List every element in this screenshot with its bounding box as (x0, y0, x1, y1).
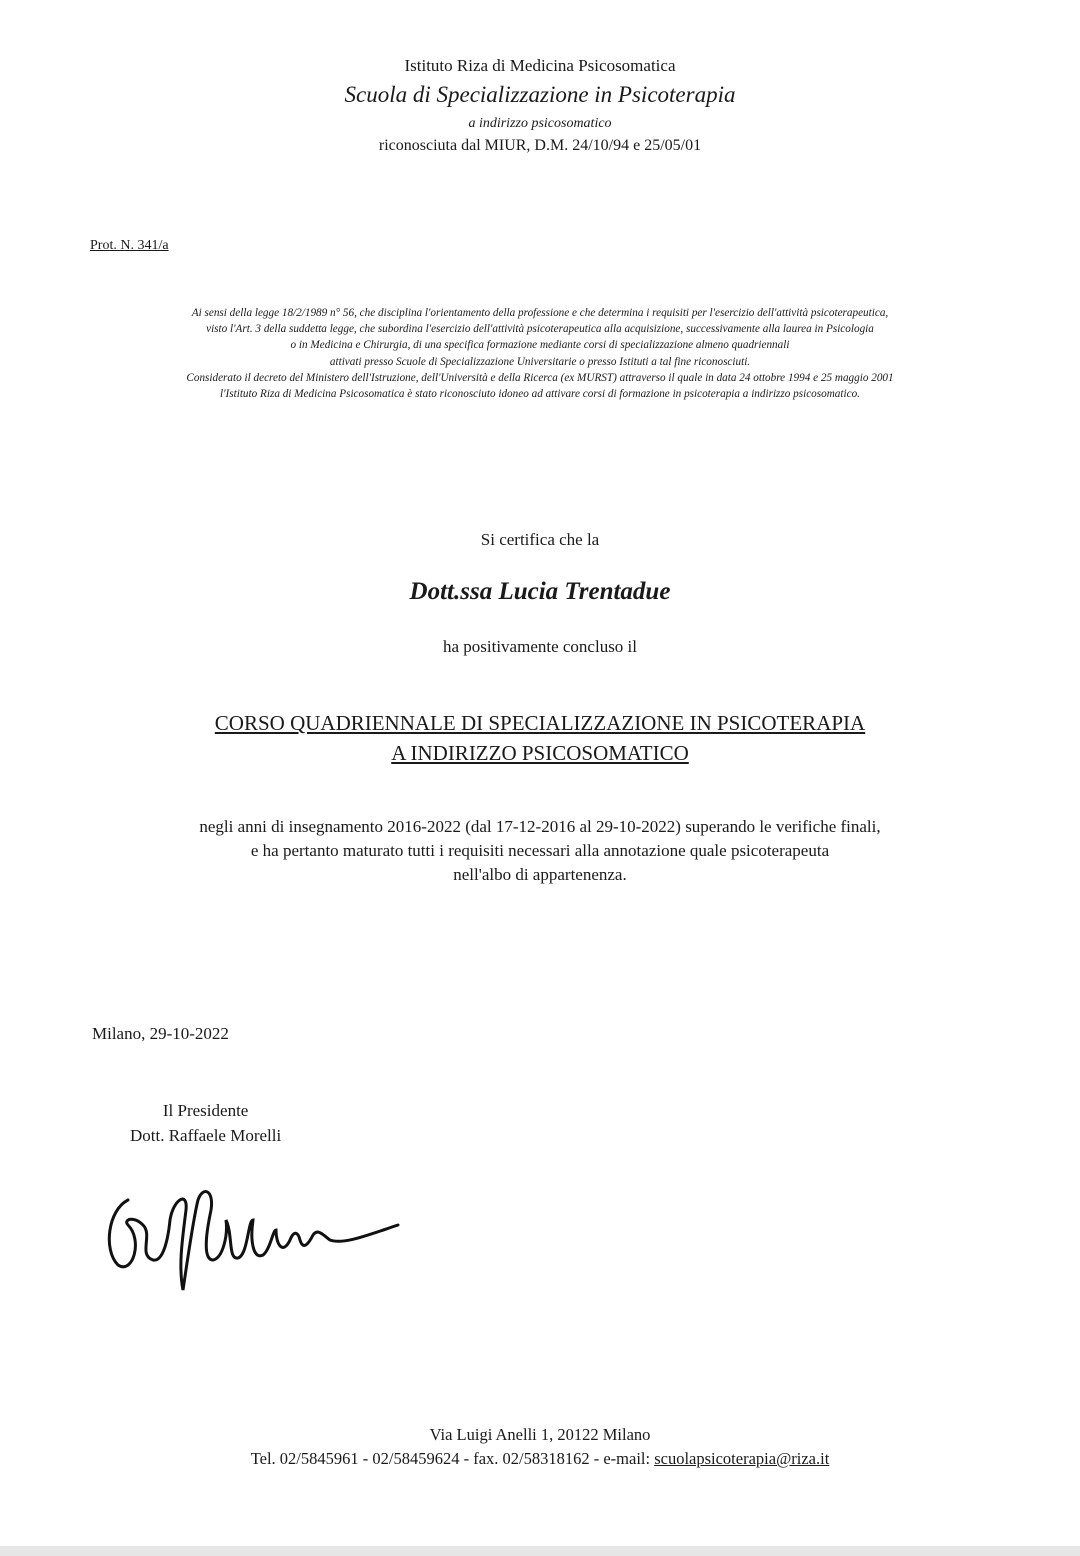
legal-line: attivati presso Scuole di Specializzazione Universitarie o presso Istituti a tal fine riconosciuti. (329, 355, 751, 368)
concluded-text: ha positivamente concluso il (442, 637, 638, 656)
school-name: Scuola di Specializzazione in Psicoterapia (344, 82, 736, 107)
certification-intro: Si certifica che la (480, 530, 600, 549)
recognition: riconosciuta dal MIUR, D.M. 24/10/94 e 25/05/01 (378, 137, 702, 154)
institute-name: Istituto Riza di Medicina Psicosomatica (404, 56, 676, 75)
signatory (130, 1098, 281, 1148)
certification-body (0, 815, 1080, 887)
footer-phone-fax: Tel. 02/5845961 - 02/58459624 - fax. 02/58318162 - e-mail: (250, 1449, 655, 1468)
protocol-number: Prot. N. 341/a (90, 238, 169, 253)
signatory-name: Dott. Raffaele Morelli (130, 1126, 282, 1145)
course-title (0, 708, 1080, 768)
page-bottom-edge (0, 1546, 1080, 1556)
body-line: e ha pertanto maturato tutti i requisiti necessari alla annotazione quale psicoterapeuta (250, 841, 830, 860)
course-title-line: CORSO QUADRIENNALE DI SPECIALIZZAZIONE IN PSICOTERAPIA (214, 711, 866, 735)
legal-line: Ai sensi della legge 18/2/1989 n° 56, che disciplina l'orientamento della professione e che determina i requisiti per l'esercizio dell'attività psicoterapeutica, (191, 307, 889, 319)
course-title-line: A INDIRIZZO PSICOSOMATICO (391, 741, 689, 765)
legal-line: Considerato il decreto del Ministero dell'Istruzione, dell'Università e della Ricerca (ex MURST) attraverso il quale in data 24 ottobre 1994 e 25 maggio 2001 (186, 371, 894, 384)
place-date: Milano, 29-10-2022 (92, 1024, 229, 1043)
signatory-role: Il Presidente (162, 1101, 249, 1120)
school-orientation: a indirizzo psicosomatico (468, 116, 612, 131)
body-line: nell'albo di appartenenza. (453, 865, 627, 884)
footer-address: Via Luigi Anelli 1, 20122 Milano (429, 1425, 651, 1444)
legal-line: visto l'Art. 3 della suddetta legge, che subordina l'esercizio dell'attività psicoterapeutica alla acquisizione, successivamente alla laurea in Psicologia (206, 323, 874, 336)
footer-contacts (0, 1447, 1080, 1471)
signature-image (98, 1180, 408, 1300)
legal-line: o in Medicina e Chirurgia, di una specifica formazione mediante corsi di specializzazione almeno quadriennali (290, 339, 790, 352)
recipient-name: Dott.ssa Lucia Trentadue (409, 578, 671, 605)
legal-line: l'Istituto Riza di Medicina Psicosomatica è stato riconosciuto idoneo ad attivare corsi di formazione in psicoterapia a indirizzo psicosomatico. (220, 388, 860, 401)
footer (0, 1423, 1080, 1471)
legal-preamble (0, 305, 1080, 402)
body-line: negli anni di insegnamento 2016-2022 (dal 17-12-2016 al 29-10-2022) superando le verifiche finali, (199, 817, 881, 836)
email-link[interactable]: scuolapsicoterapia@riza.it (654, 1449, 830, 1468)
